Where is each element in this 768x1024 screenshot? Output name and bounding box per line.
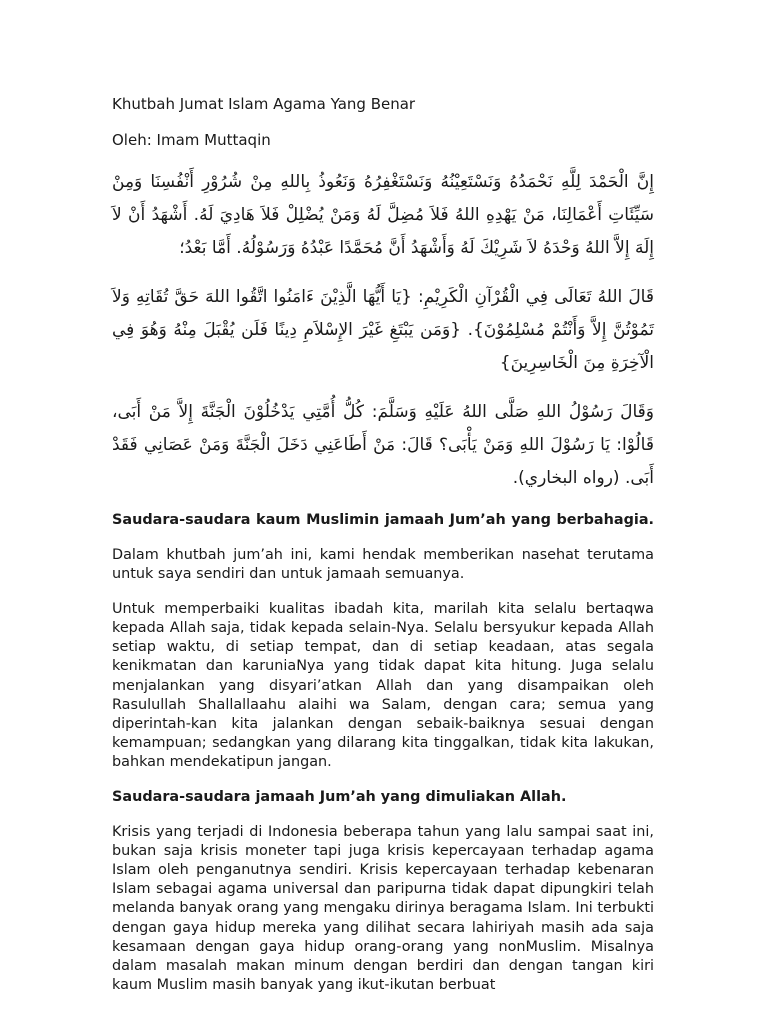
document-title: Khutbah Jumat Islam Agama Yang Benar bbox=[112, 95, 416, 113]
author-line: Oleh: Imam Muttaqin bbox=[112, 131, 271, 149]
section-heading-2: Saudara-saudara jamaah Jum’ah yang dimuliakan Allah. bbox=[112, 789, 567, 806]
document-body bbox=[112, 94, 654, 1011]
section-heading-1: Saudara-saudara kaum Muslimin jamaah Jum’ah yang berbahagia. bbox=[112, 512, 654, 528]
paragraph-intro: Dalam khutbah jum’ah ini, kami hendak memberikan nasehat terutama untuk saya sendiri dan untuk jamaah semuanya. bbox=[112, 547, 654, 583]
paragraph-krisis: Krisis yang terjadi di Indonesia beberapa tahun yang lalu sampai saat ini, bukan saja krisis moneter tapi juga krisis kepercayaan terhadap agama Islam oleh penganutnya sendiri. Krisis kepercayaan terhadap kebenaran Islam sebagai agama universal dan paripurna tidak dapat dipungkiri telah melanda banyak orang yang mengaku dirinya beragama Islam. Ini terbukti dengan gaya hidup mereka yang dilihat secara lahiriyah masih ada saja kesamaan dengan gaya hidup orang-orang yang nonMuslim. Misalnya dalam masalah makan minum dengan berdiri dan dengan tangan kiri kaum Muslim masih banyak yang ikut-ikutan berbuat bbox=[112, 824, 654, 993]
arabic-hadith-quote: وَقَالَ رَسُوْلُ اللهِ صَلَّى اللهُ عَلَيْهِ وَسَلَّمَ: كُلُّ أُمَّتِي يَدْخُلُوْنَ الْجَنَّةَ إِلاَّ مَنْ أَبَى، قَالُوْا: يَا رَسُوْلَ اللهِ وَمَنْ يَأْبَى؟ قَالَ: مَنْ أَطَاعَنِي دَخَلَ الْجَنَّةَ وَمَنْ عَصَانِي فَقَدْ أَبَى. (رواه البخاري). bbox=[112, 402, 654, 488]
paragraph-taqwa: Untuk memperbaiki kualitas ibadah kita, marilah kita selalu bertaqwa kepada Allah saja, tidak kepada selain-Nya. Selalu bersyukur kepada Allah setiap waktu, di setiap tempat, dan di setiap keadaan, atas segala kenikmatan dan karuniaNya yang tidak dapat kita hitung. Juga selalu menjalankan yang disyari’atkan Allah dan yang disampaikan oleh Rasulullah Shallallaahu alaihi wa Salam, dengan cara; semua yang diperintah-kan kita jalankan dengan sebaik-baiknya sesuai dengan kemampuan; sedangkan yang dilarang kita tinggalkan, tidak kita lakukan, bahkan mendekatipun jangan. bbox=[112, 601, 654, 770]
arabic-quran-quote: قَالَ اللهُ تَعَالَى فِي الْقُرْآنِ الْكَرِيْمِ: {يَا أَيُّهَا الَّذِيْنَ ءَامَنُوا اتَّقُوا اللهَ حَقَّ تُقَاتِهِ وَلاَ تَمُوْتُنَّ إِلاَّ وَأَنْتُمْ مُسْلِمُوْنَ}. {وَمَن يَبْتَغِ غَيْرَ الإِسْلاَمِ دِينًا فَلَن يُقْبَلَ مِنْهُ وَهُوَ فِي الْآخِرَةِ مِنَ الْخَاسِرِينَ} bbox=[112, 287, 654, 373]
arabic-opening: إِنَّ الْحَمْدَ لِلَّهِ نَحْمَدُهُ وَنَسْتَعِيْنُهُ وَنَسْتَغْفِرُهُ وَنَعُوذُ بِاللهِ مِنْ شُرُوْرِ أَنْفُسِنَا وَمِنْ سَيِّئَاتِ أَعْمَالِنَا، مَنْ يَهْدِهِ اللهُ فَلاَ مُضِلَّ لَهُ وَمَنْ يُضْلِلْ فَلاَ هَادِيَ لَهُ. أَشْهَدُ أَنْ لاَ إِلَهَ إِلاَّ اللهُ وَحْدَهُ لاَ شَرِيْكَ لَهُ وَأَشْهَدُ أَنَّ مُحَمَّدًا عَبْدُهُ وَرَسُوْلُهُ. أَمَّا بَعْدُ؛ bbox=[112, 172, 654, 258]
